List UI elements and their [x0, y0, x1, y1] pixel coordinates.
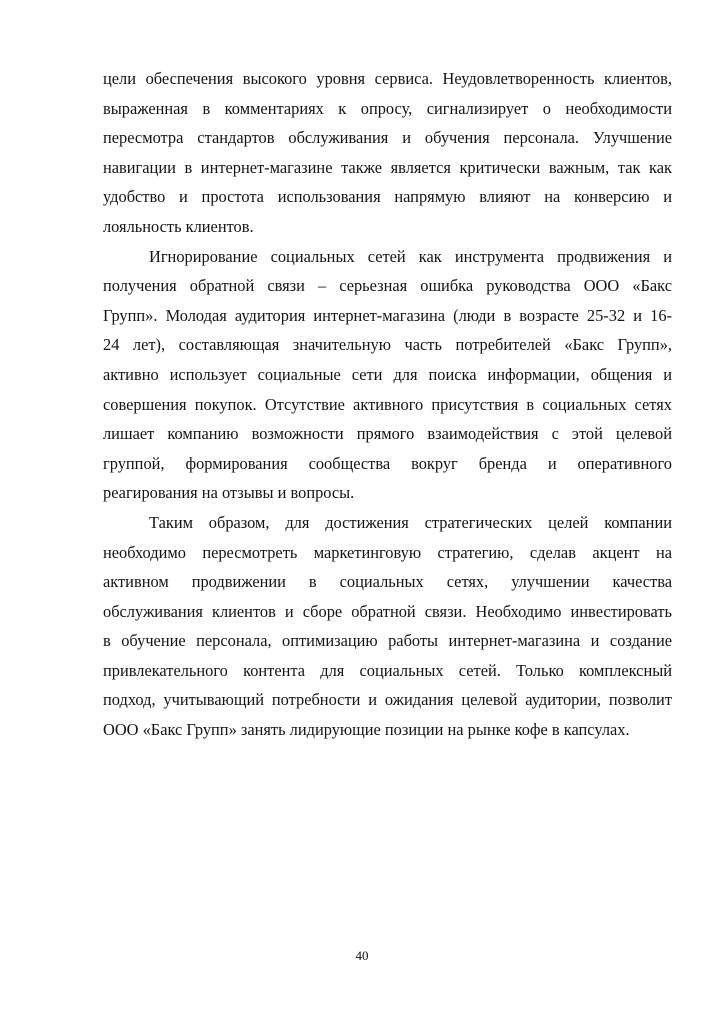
text-line: лояльность клиентов. — [103, 216, 254, 236]
text-line: группой, формирования сообщества вокруг бренда и оперативного — [103, 453, 672, 473]
text-line: обслуживания клиентов и сборе обратной связи. Необходимо инвестировать — [103, 601, 672, 621]
text-line: навигации в интернет-магазине также является критически важным, так как — [103, 157, 672, 177]
text-line: в обучение персонала, оптимизацию работы интернет-магазина и создание — [103, 631, 672, 651]
text-line: лишает компанию возможности прямого взаимодействия с этой целевой — [103, 424, 672, 444]
paragraph-2 — [103, 242, 672, 508]
text-line: Игнорирование социальных сетей как инструмента продвижения и — [149, 246, 672, 266]
text-line: ООО «Бакс Групп» занять лидирующие позиции на рынке кофе в капсулах. — [103, 720, 630, 740]
text-line: активно использует социальные сети для поиска информации, общения и — [103, 364, 672, 384]
text-line: привлекательного контента для социальных сетей. Только комплексный — [103, 660, 672, 680]
text-line: реагирования на отзывы и вопросы. — [103, 483, 355, 503]
text-line: пересмотра стандартов обслуживания и обучения персонала. Улучшение — [103, 128, 672, 148]
text-line: подход, учитывающий потребности и ожидания целевой аудитории, позволит — [103, 690, 672, 710]
paragraph-3 — [103, 508, 672, 745]
text-line: получения обратной связи – серьезная ошибка руководства ООО «Бакс — [103, 276, 672, 296]
text-line: необходимо пересмотреть маркетинговую стратегию, сделав акцент на — [103, 542, 672, 562]
text-line: Таким образом, для достижения стратегических целей компании — [149, 512, 672, 532]
text-line: 24 лет), составляющая значительную часть потребителей «Бакс Групп», — [103, 335, 672, 355]
text-line: удобство и простота использования напрямую влияют на конверсию и — [103, 187, 672, 207]
text-line: Групп». Молодая аудитория интернет-магазина (люди в возрасте 25-32 и 16- — [103, 305, 672, 325]
text-line: цели обеспечения высокого уровня сервиса. Неудовлетворенность клиентов, — [103, 69, 672, 88]
text-body — [103, 64, 672, 745]
page-number: 40 — [355, 948, 369, 963]
text-line: активном продвижении в социальных сетях, улучшении качества — [103, 572, 672, 592]
text-line: совершения покупок. Отсутствие активного присутствия в социальных сетях — [103, 394, 672, 414]
paragraph-1 — [103, 64, 672, 242]
text-line: выраженная в комментариях к опросу, сигнализирует о необходимости — [103, 98, 672, 118]
